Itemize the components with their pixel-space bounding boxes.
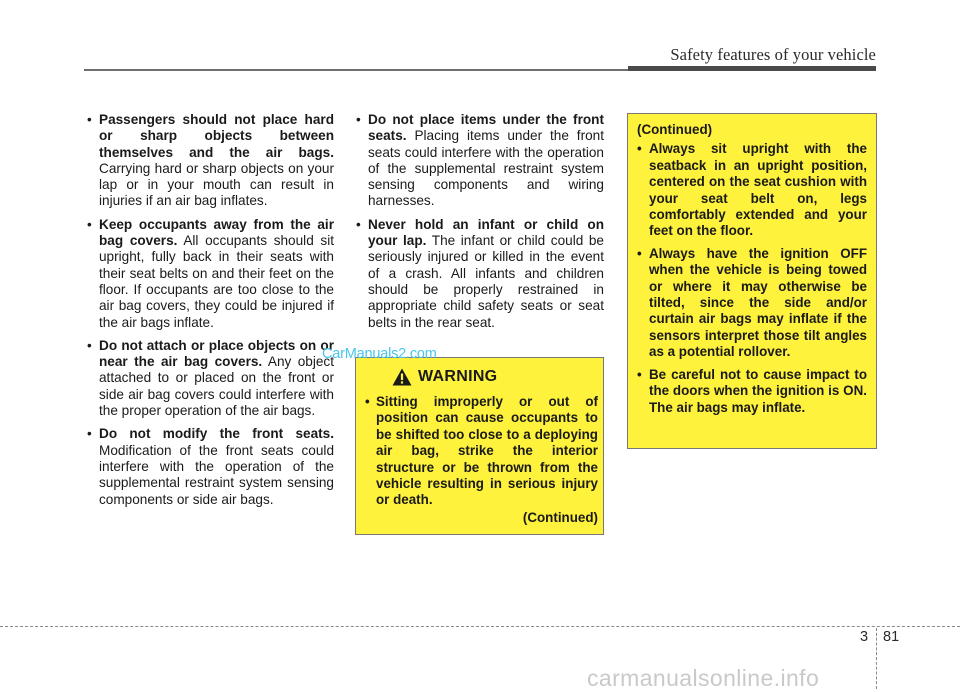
watermark: CarManuals2.com	[322, 346, 437, 362]
warning-body	[365, 394, 598, 526]
item-body: Placing items under the front seats could interfere with the operation of the supplemental restraint system sensing components and wiring harnesses.	[368, 128, 604, 209]
column-2	[356, 112, 604, 338]
warning-title: WARNING	[418, 368, 498, 385]
page-number: 81	[883, 629, 900, 645]
continued-list	[637, 141, 867, 416]
warning-triangle-icon	[392, 368, 412, 386]
header-rule-accent	[628, 66, 876, 71]
item-body: All occupants should sit upright, fully back in their seats with their seat belts on and their feet on the floor. If occupants are too close to the air bag covers, they could be injured if the air bags inflate.	[99, 233, 334, 330]
warning-header	[392, 368, 497, 386]
item-lead: Do not place items under the front seats.	[368, 112, 604, 144]
list-item	[356, 217, 604, 331]
item-body: Any object attached to or placed on the front or side air bag covers could interfere with the proper operation of the air bags.	[99, 354, 334, 419]
list-item: • Be careful not to cause impact to the doors when the ignition is ON. The air bags may inflate.	[637, 367, 867, 416]
item-lead: Do not modify the front seats.	[99, 426, 334, 442]
continued-label: (Continued)	[637, 122, 713, 137]
list-item	[87, 338, 334, 419]
item-body: Carrying hard or sharp objects on your lap or in your mouth can result in injuries if an air bag inflates.	[99, 160, 334, 209]
list-item	[87, 112, 334, 210]
footer-rule	[0, 626, 960, 627]
bullet-list-2	[356, 112, 604, 331]
column-1	[87, 112, 334, 515]
item-lead: Do not attach or place objects on or near the air bag covers.	[99, 337, 334, 370]
bullet-list-1	[87, 112, 334, 508]
page-divider	[876, 628, 877, 689]
list-item: • Always have the ignition OFF when the vehicle is being towed or where it may otherwise be tilted, since the side and/or curtain air bags may inflate if the sensors interpret those tilt angles as a potential rollover.	[637, 246, 867, 361]
list-item	[356, 112, 604, 210]
item-lead: Keep occupants away from the air bag covers.	[99, 216, 334, 249]
item-body: The infant or child could be seriously injured or killed in the event of a crash. All infants and children should be properly restrained in appropriate child safety seats or seat belts in the rear seat.	[368, 233, 604, 330]
section-title: Safety features of your vehicle	[670, 45, 876, 64]
warning-box	[355, 357, 604, 535]
list-item	[87, 426, 334, 507]
item-body: Modification of the front seats could interfere with the operation of the supplemental restraint system sensing components or side air bags.	[99, 442, 334, 507]
item-lead: Never hold an infant or child on your lap.	[368, 216, 604, 249]
footer-url: carmanualsonline.info	[587, 665, 820, 691]
chapter-number: 3	[860, 629, 869, 645]
item-lead: Passengers should not place hard or sharp objects between themselves and the air bags.	[99, 112, 334, 160]
continued-warning-box	[627, 113, 877, 449]
list-item: • Always sit upright with the seatback in an upright position, centered on the seat cushion with your seat belt on, legs comfortably extended and your feet on the floor.	[637, 141, 867, 239]
warning-continued: (Continued)	[522, 509, 598, 525]
warning-item: • Sitting improperly or out of position can cause occupants to be shifted too close to a deploying air bag, strike the interior structure or be thrown from the vehicle resulting in serious injury or death.	[365, 394, 598, 509]
list-item	[87, 217, 334, 331]
